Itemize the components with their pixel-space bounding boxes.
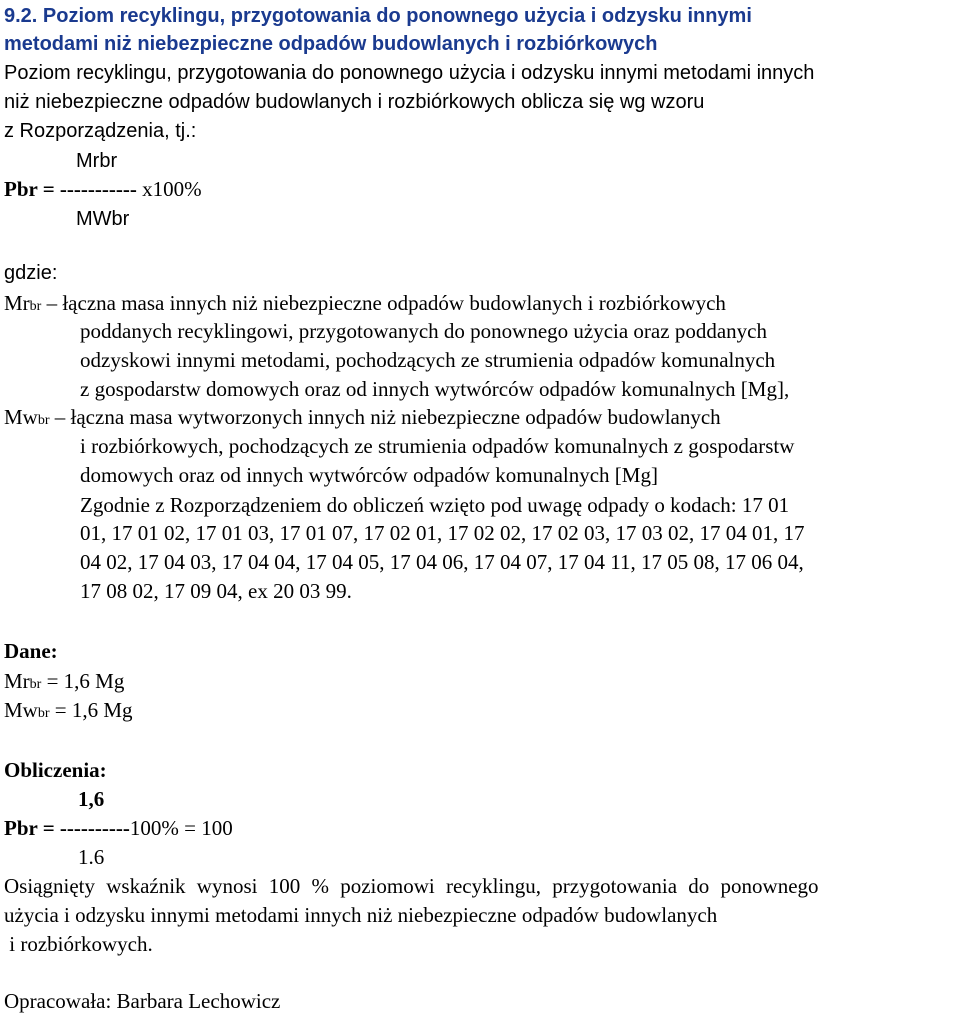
definition-mwbr-line-3: domowych oraz od innych wytwórców odpadów komunalnych [Mg]: [80, 463, 658, 487]
given-mrbr-symbol: Mr: [4, 669, 30, 693]
given-mrbr: [4, 668, 124, 698]
given-mwbr-symbol: Mw: [4, 698, 38, 722]
formula-line: [4, 176, 202, 202]
conclusion-line-2: użycia i odzysku innymi metodami innych niż niebezpieczne odpadów budowlanych: [4, 903, 718, 927]
definition-mrbr-line-1: [4, 290, 726, 320]
formula-numerator: Mrbr: [76, 150, 118, 172]
definition-mwbr-line-1: [4, 404, 721, 434]
given-mwbr-subscript: br: [37, 706, 50, 721]
author: Opracowała: Barbara Lechowicz: [4, 989, 281, 1013]
intro-line-3: z Rozporządzenia, tj.:: [4, 120, 197, 142]
calc-line: [4, 815, 233, 841]
definition-mrbr-line-3: odzyskowi innymi metodami, pochodzących ze strumienia odpadów komunalnych: [80, 348, 776, 372]
definition-mrbr-line-4: z gospodarstw domowych oraz od innych wytwórców odpadów komunalnych [Mg],: [80, 377, 790, 401]
mwbr-symbol: Mw: [4, 405, 38, 429]
codes-line-4: 17 08 02, 17 09 04, ex 20 03 99.: [80, 579, 352, 603]
intro-line-2: niż niebezpieczne odpadów budowlanych i rozbiórkowych oblicza się wg wzoru: [4, 91, 705, 113]
formula-rhs: x100%: [136, 177, 202, 201]
calc-label: Obliczenia:: [4, 758, 107, 782]
codes-line-3: 04 02, 17 04 03, 17 04 04, 17 04 05, 17 04 06, 17 04 07, 17 04 11, 17 05 08, 17 06 04,: [80, 550, 804, 574]
given-label: Dane:: [4, 639, 58, 663]
given-mwbr-value: = 1,6 Mg: [49, 698, 133, 722]
formula-lhs: Pbr = -----------: [4, 177, 137, 201]
mrbr-text: – łączna masa innych niż niebezpieczne odpadów budowlanych i rozbiórkowych: [41, 291, 726, 315]
codes-line-2: 01, 17 01 02, 17 01 03, 17 01 07, 17 02 01, 17 02 02, 17 02 03, 17 03 02, 17 04 01, 17: [80, 521, 805, 545]
given-mwbr: [4, 697, 133, 727]
mrbr-subscript: br: [29, 299, 42, 314]
mrbr-symbol: Mr: [4, 291, 30, 315]
section-heading-line-1: 9.2. Poziom recyklingu, przygotowania do ponownego użycia i odzysku innymi: [4, 5, 752, 27]
codes-line-1: Zgodnie z Rozporządzeniem do obliczeń wzięto pod uwagę odpady o kodach: 17 01: [80, 493, 790, 517]
calc-numerator: 1,6: [78, 787, 105, 811]
calc-denominator: 1.6: [78, 845, 105, 869]
conclusion-line-1: Osiągnięty wskaźnik wynosi 100 % poziomowi recyklingu, przygotowania do ponownego: [4, 874, 819, 898]
mwbr-subscript: br: [37, 413, 50, 428]
intro-line-1: Poziom recyklingu, przygotowania do ponownego użycia i odzysku innymi metodami innych: [4, 62, 815, 84]
given-mrbr-value: = 1,6 Mg: [41, 669, 125, 693]
definition-mrbr-line-2: poddanych recyklingowi, przygotowanych do ponownego użycia oraz poddanych: [80, 319, 767, 343]
mwbr-text: – łączna masa wytworzonych innych niż niebezpieczne odpadów budowlanych: [49, 405, 721, 429]
given-mrbr-subscript: br: [29, 677, 42, 692]
calc-lhs: Pbr = ----------: [4, 816, 130, 840]
calc-rhs: 100% = 100: [129, 816, 233, 840]
section-heading-line-2: metodami niż niebezpieczne odpadów budowlanych i rozbiórkowych: [4, 33, 658, 55]
formula-denominator: MWbr: [76, 208, 130, 230]
definition-mwbr-line-2: i rozbiórkowych, pochodzących ze strumienia odpadów komunalnych z gospodarstw: [80, 434, 795, 458]
conclusion-line-3: i rozbiórkowych.: [4, 932, 153, 956]
where-label: gdzie:: [4, 262, 58, 284]
